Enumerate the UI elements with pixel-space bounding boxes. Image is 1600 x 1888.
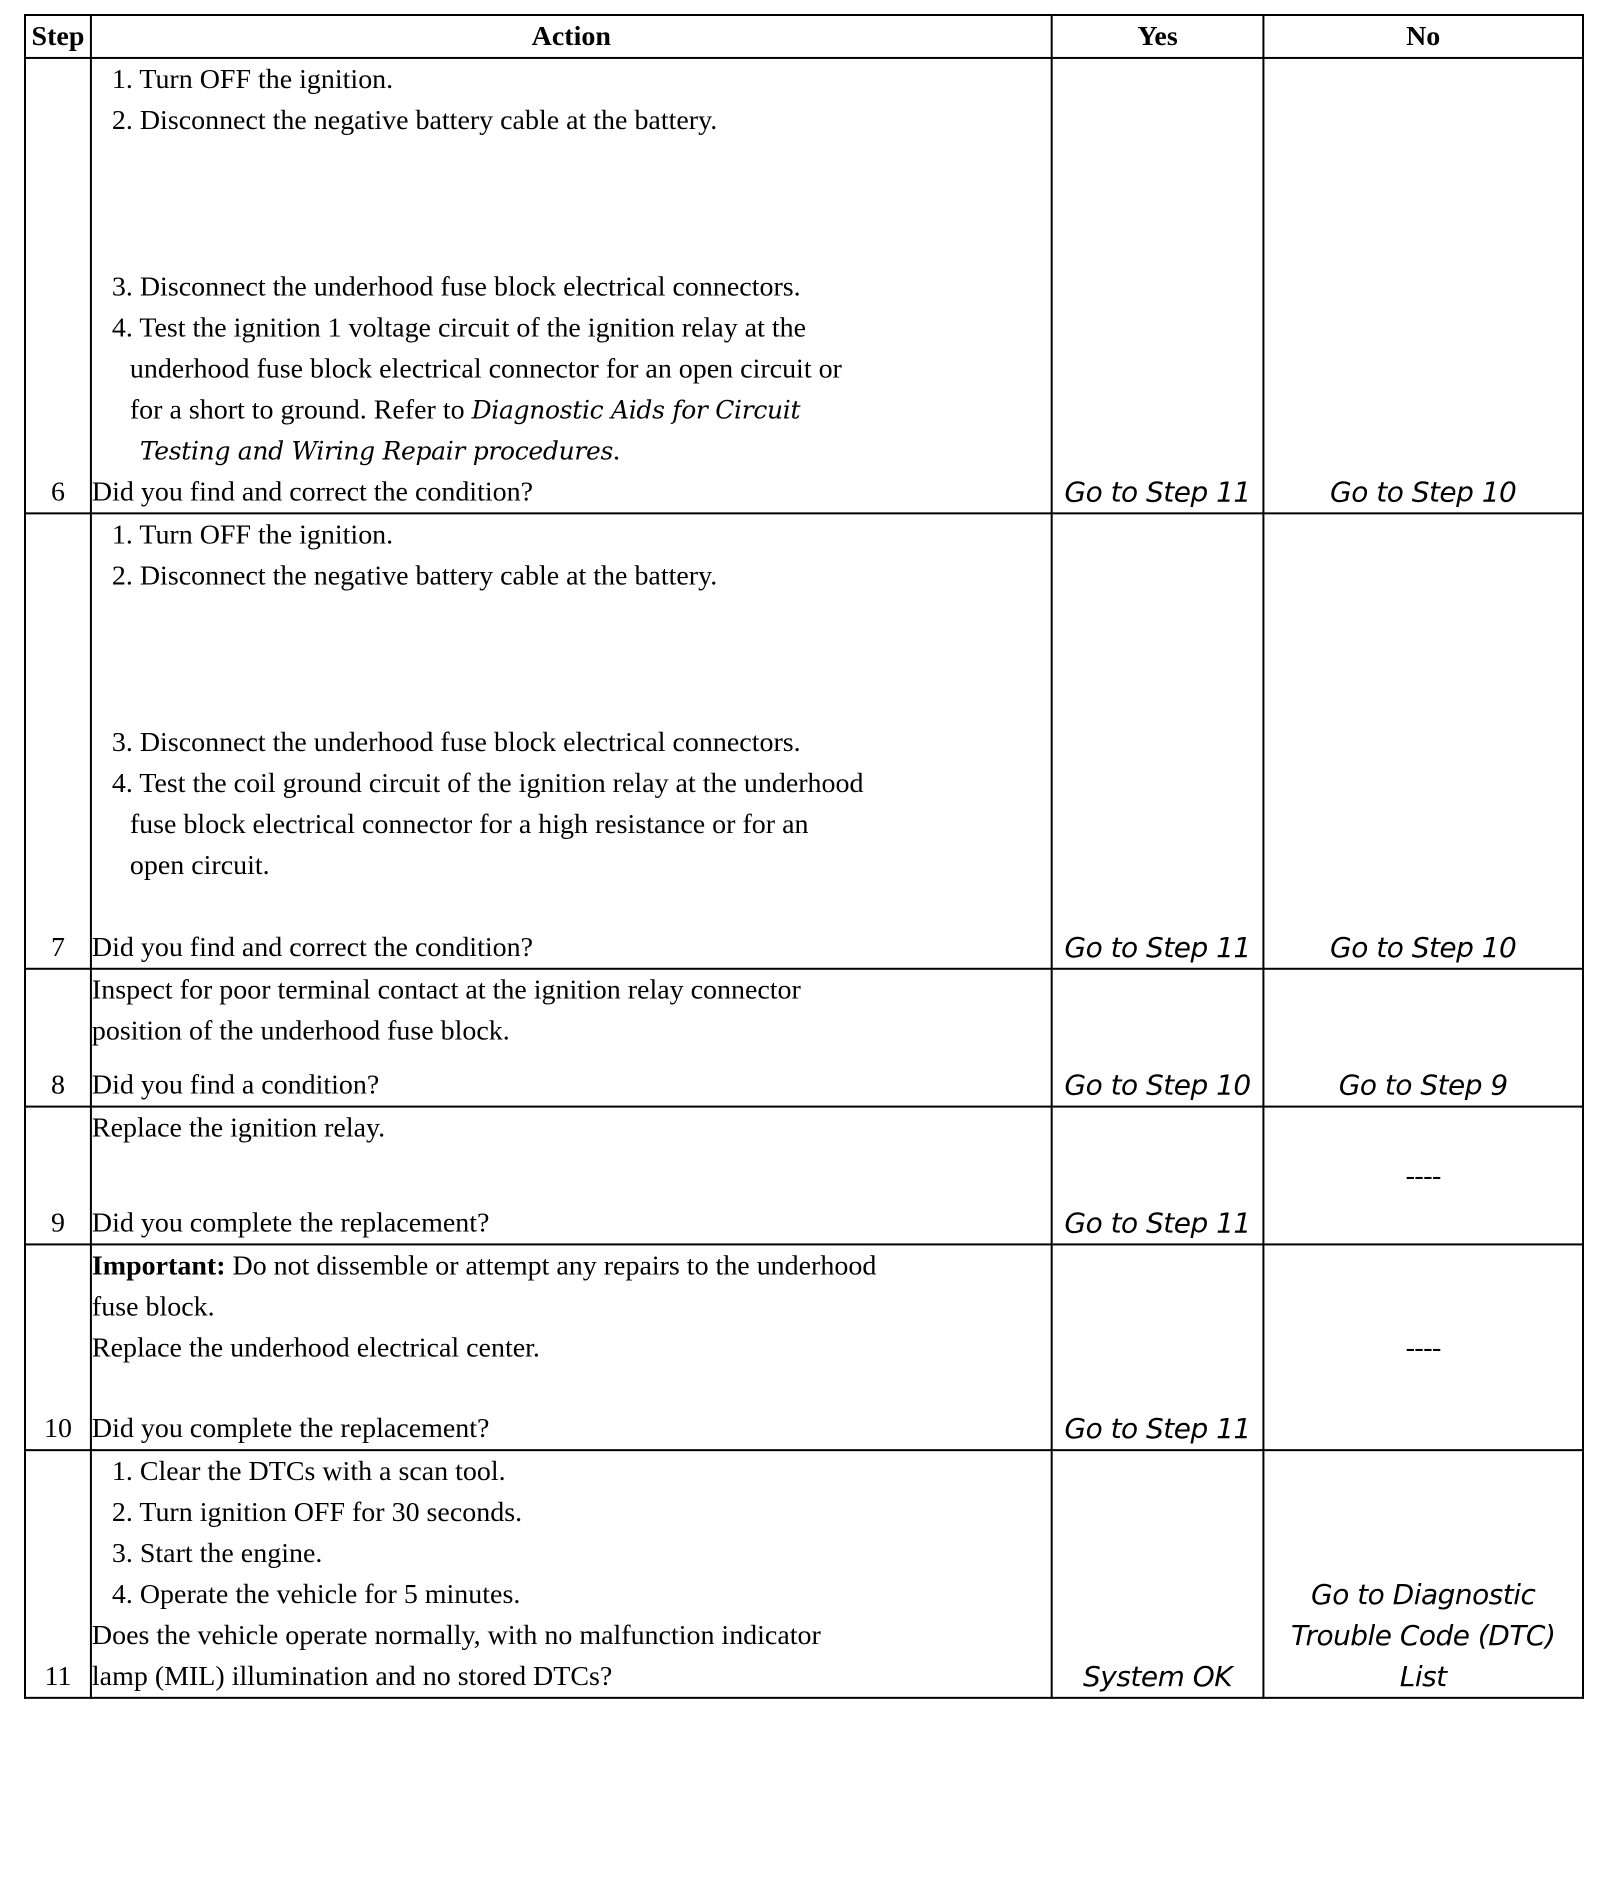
action-line <box>92 1245 1051 1286</box>
step-row-10 <box>25 1244 1583 1450</box>
question-text: Did you complete the replacement? <box>91 1207 490 1239</box>
reference-link-text: Diagnostic Aids for Circuit <box>471 395 801 425</box>
action-line: position of the underhood fuse block. <box>91 1015 510 1047</box>
no-line: Go to Diagnostic <box>1311 1577 1536 1611</box>
action-cell <box>91 513 1052 968</box>
important-label: Important: <box>91 1250 226 1282</box>
no-cell: ---- <box>1263 1107 1583 1245</box>
action-cell <box>91 1107 1052 1245</box>
step-row-9 <box>25 1107 1583 1245</box>
yes-cell: Go to Step 11 <box>1052 513 1264 968</box>
action-line: Replace the ignition relay. <box>91 1112 386 1144</box>
action-line: 4. Test the coil ground circuit of the ignition relay at the underhood <box>111 768 864 799</box>
action-line: fuse block electrical connector for a high resistance or for an <box>129 808 809 840</box>
no-line: List <box>1399 1659 1447 1693</box>
question-text: lamp (MIL) illumination and no stored DTCs? <box>91 1660 613 1692</box>
yes-cell: Go to Step 11 <box>1052 58 1264 513</box>
action-line: 3. Start the engine. <box>111 1538 323 1570</box>
question-text: Did you find and correct the condition? <box>91 931 534 963</box>
action-line <box>92 430 1051 471</box>
action-line: 2. Disconnect the negative battery cable at the battery. <box>111 560 718 592</box>
action-text: Do not dissemble or attempt any repairs to the underhood <box>232 1250 877 1282</box>
step-number: 11 <box>25 1450 91 1698</box>
no-cell <box>1263 1450 1583 1698</box>
action-cell <box>91 1244 1052 1450</box>
no-cell: ---- <box>1263 1244 1583 1450</box>
action-line: 3. Disconnect the underhood fuse block electrical connectors. <box>111 271 801 303</box>
question-text: Does the vehicle operate normally, with no malfunction indicator <box>91 1619 821 1651</box>
action-line: 4. Test the ignition 1 voltage circuit of the ignition relay at the <box>111 312 807 344</box>
action-line: Replace the underhood electrical center. <box>91 1332 540 1364</box>
yes-cell: Go to Step 11 <box>1052 1107 1264 1245</box>
action-line: 1. Clear the DTCs with a scan tool. <box>111 1456 506 1488</box>
action-cell <box>91 1450 1052 1698</box>
question-text: Did you find and correct the condition? <box>91 476 534 508</box>
step-number: 6 <box>25 58 91 513</box>
header-action: Action <box>91 15 1052 58</box>
step-number: 7 <box>25 513 91 968</box>
action-line: 2. Turn ignition OFF for 30 seconds. <box>111 1497 523 1529</box>
action-text: for a short to ground. Refer to <box>129 394 465 426</box>
question-text: Did you complete the replacement? <box>91 1413 490 1445</box>
action-line: 1. Turn OFF the ignition. <box>111 63 394 95</box>
action-line: 2. Disconnect the negative battery cable at the battery. <box>111 104 718 136</box>
yes-cell: Go to Step 10 <box>1052 969 1264 1107</box>
yes-cell: Go to Step 11 <box>1052 1244 1264 1450</box>
step-number: 8 <box>25 969 91 1107</box>
action-line <box>92 390 1051 431</box>
reference-link-text: Testing and Wiring Repair procedures <box>139 436 614 466</box>
step-row-8 <box>25 969 1583 1107</box>
step-number: 10 <box>25 1244 91 1450</box>
action-line: 3. Disconnect the underhood fuse block electrical connectors. <box>111 727 801 759</box>
no-cell: Go to Step 10 <box>1263 513 1583 968</box>
step-number: 9 <box>25 1107 91 1245</box>
action-line: Inspect for poor terminal contact at the ignition relay connector <box>91 974 801 1006</box>
action-line: open circuit. <box>129 849 270 881</box>
action-line: fuse block. <box>91 1291 215 1323</box>
action-line: underhood fuse block electrical connector for an open circuit or <box>129 353 842 385</box>
no-line: Trouble Code (DTC) <box>1291 1618 1556 1652</box>
question-text: Did you find a condition? <box>91 1069 380 1101</box>
step-row-7 <box>25 513 1583 968</box>
action-cell <box>91 58 1052 513</box>
action-cell <box>91 969 1052 1107</box>
header-row <box>25 15 1583 58</box>
header-yes: Yes <box>1052 15 1264 58</box>
header-step: Step <box>25 15 91 58</box>
step-row-11 <box>25 1450 1583 1698</box>
header-no: No <box>1263 15 1583 58</box>
no-cell: Go to Step 9 <box>1263 969 1583 1107</box>
no-cell: Go to Step 10 <box>1263 58 1583 513</box>
step-row-6 <box>25 58 1583 513</box>
diagnostic-table-frame <box>24 14 1582 1872</box>
yes-cell: System OK <box>1052 1450 1264 1698</box>
action-line: 4. Operate the vehicle for 5 minutes. <box>111 1578 521 1610</box>
action-text: . <box>613 435 621 467</box>
action-line: 1. Turn OFF the ignition. <box>111 519 394 551</box>
diagnostic-table <box>24 14 1584 1699</box>
